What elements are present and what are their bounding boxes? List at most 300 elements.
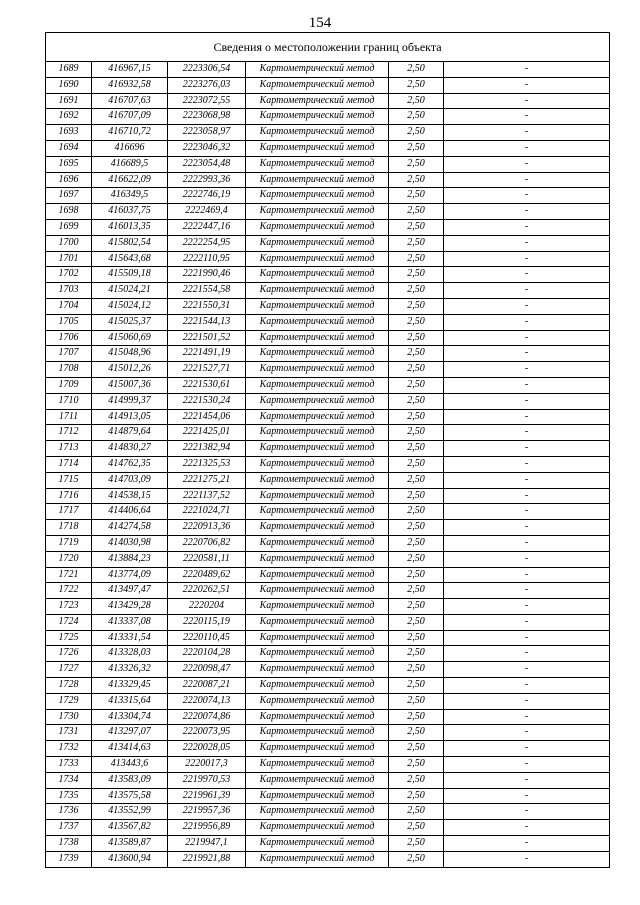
point-number-cell: 1690 [46,77,92,93]
point-number-cell: 1695 [46,156,92,172]
method-cell: Картометрический метод [246,520,389,536]
description-cell: - [444,488,610,504]
table-row [46,725,610,741]
y-coordinate-cell: 2220913,36 [168,520,246,536]
y-coordinate-cell: 2223068,98 [168,109,246,125]
method-cell: Картометрический метод [246,583,389,599]
method-cell: Картометрический метод [246,219,389,235]
accuracy-cell: 2,50 [389,219,444,235]
y-coordinate-cell: 2221137,52 [168,488,246,504]
table-row [46,535,610,551]
point-number-cell: 1716 [46,488,92,504]
table-row [46,409,610,425]
y-coordinate-cell: 2220104,28 [168,646,246,662]
y-coordinate-cell: 2223306,54 [168,62,246,78]
y-coordinate-cell: 2219957,36 [168,804,246,820]
description-cell: - [444,409,610,425]
y-coordinate-cell: 2220074,86 [168,709,246,725]
accuracy-cell: 2,50 [389,551,444,567]
description-cell: - [444,678,610,694]
point-number-cell: 1697 [46,188,92,204]
method-cell: Картометрический метод [246,725,389,741]
description-cell: - [444,693,610,709]
description-cell: - [444,62,610,78]
y-coordinate-cell: 2221275,21 [168,472,246,488]
y-coordinate-cell: 2220028,05 [168,741,246,757]
point-number-cell: 1724 [46,614,92,630]
x-coordinate-cell: 416349,5 [92,188,168,204]
method-cell: Картометрический метод [246,757,389,773]
method-cell: Картометрический метод [246,156,389,172]
x-coordinate-cell: 414406,64 [92,504,168,520]
x-coordinate-cell: 413583,09 [92,772,168,788]
x-coordinate-cell: 414030,98 [92,535,168,551]
y-coordinate-cell: 2220581,11 [168,551,246,567]
description-cell: - [444,788,610,804]
description-cell: - [444,251,610,267]
table-row [46,599,610,615]
method-cell: Картометрический метод [246,140,389,156]
point-number-cell: 1719 [46,535,92,551]
coordinates-table [45,32,610,868]
x-coordinate-cell: 415012,26 [92,362,168,378]
table-row [46,188,610,204]
method-cell: Картометрический метод [246,693,389,709]
point-number-cell: 1722 [46,583,92,599]
accuracy-cell: 2,50 [389,741,444,757]
point-number-cell: 1704 [46,298,92,314]
accuracy-cell: 2,50 [389,283,444,299]
x-coordinate-cell: 413331,54 [92,630,168,646]
y-coordinate-cell: 2223072,55 [168,93,246,109]
method-cell: Картометрический метод [246,599,389,615]
y-coordinate-cell: 2221325,53 [168,456,246,472]
description-cell: - [444,851,610,867]
point-number-cell: 1709 [46,377,92,393]
table-row [46,662,610,678]
point-number-cell: 1694 [46,140,92,156]
accuracy-cell: 2,50 [389,646,444,662]
accuracy-cell: 2,50 [389,614,444,630]
x-coordinate-cell: 413429,28 [92,599,168,615]
point-number-cell: 1698 [46,204,92,220]
description-cell: - [444,377,610,393]
description-cell: - [444,219,610,235]
description-cell: - [444,504,610,520]
description-cell: - [444,77,610,93]
method-cell: Картометрический метод [246,804,389,820]
method-cell: Картометрический метод [246,425,389,441]
table-row [46,204,610,220]
table-title-row [46,33,610,62]
description-cell: - [444,567,610,583]
accuracy-cell: 2,50 [389,314,444,330]
table-row [46,140,610,156]
y-coordinate-cell: 2221527,71 [168,362,246,378]
x-coordinate-cell: 414879,64 [92,425,168,441]
x-coordinate-cell: 415048,96 [92,346,168,362]
description-cell: - [444,836,610,852]
x-coordinate-cell: 413326,32 [92,662,168,678]
accuracy-cell: 2,50 [389,520,444,536]
accuracy-cell: 2,50 [389,662,444,678]
x-coordinate-cell: 414762,35 [92,456,168,472]
method-cell: Картометрический метод [246,393,389,409]
table-row [46,377,610,393]
y-coordinate-cell: 2221530,61 [168,377,246,393]
description-cell: - [444,298,610,314]
accuracy-cell: 2,50 [389,772,444,788]
point-number-cell: 1701 [46,251,92,267]
point-number-cell: 1737 [46,820,92,836]
table-row [46,125,610,141]
table-row [46,567,610,583]
method-cell: Картометрический метод [246,377,389,393]
y-coordinate-cell: 2223046,32 [168,140,246,156]
point-number-cell: 1710 [46,393,92,409]
description-cell: - [444,267,610,283]
point-number-cell: 1707 [46,346,92,362]
y-coordinate-cell: 2220073,95 [168,725,246,741]
accuracy-cell: 2,50 [389,836,444,852]
description-cell: - [444,551,610,567]
page-number: 154 [308,15,332,31]
table-row [46,77,610,93]
y-coordinate-cell: 2221554,58 [168,283,246,299]
y-coordinate-cell: 2220115,19 [168,614,246,630]
description-cell: - [444,709,610,725]
point-number-cell: 1734 [46,772,92,788]
point-number-cell: 1718 [46,520,92,536]
description-cell: - [444,662,610,678]
x-coordinate-cell: 413567,82 [92,820,168,836]
method-cell: Картометрический метод [246,535,389,551]
table-row [46,488,610,504]
accuracy-cell: 2,50 [389,156,444,172]
accuracy-cell: 2,50 [389,693,444,709]
accuracy-cell: 2,50 [389,140,444,156]
table-row [46,772,610,788]
y-coordinate-cell: 2222746,19 [168,188,246,204]
table-row [46,172,610,188]
point-number-cell: 1721 [46,567,92,583]
method-cell: Картометрический метод [246,646,389,662]
description-cell: - [444,583,610,599]
method-cell: Картометрический метод [246,678,389,694]
method-cell: Картометрический метод [246,62,389,78]
method-cell: Картометрический метод [246,314,389,330]
table-row [46,583,610,599]
accuracy-cell: 2,50 [389,472,444,488]
accuracy-cell: 2,50 [389,757,444,773]
point-number-cell: 1708 [46,362,92,378]
table-row [46,614,610,630]
y-coordinate-cell: 2221550,31 [168,298,246,314]
point-number-cell: 1733 [46,757,92,773]
description-cell: - [444,330,610,346]
x-coordinate-cell: 416710,72 [92,125,168,141]
y-coordinate-cell: 2222447,16 [168,219,246,235]
description-cell: - [444,125,610,141]
table-body [46,62,610,868]
point-number-cell: 1736 [46,804,92,820]
x-coordinate-cell: 413443,6 [92,757,168,773]
point-number-cell: 1711 [46,409,92,425]
y-coordinate-cell: 2219956,89 [168,820,246,836]
table-row [46,520,610,536]
method-cell: Картометрический метод [246,235,389,251]
accuracy-cell: 2,50 [389,393,444,409]
x-coordinate-cell: 413575,58 [92,788,168,804]
table-row [46,235,610,251]
x-coordinate-cell: 416013,35 [92,219,168,235]
y-coordinate-cell: 2219947,1 [168,836,246,852]
point-number-cell: 1727 [46,662,92,678]
table-row [46,362,610,378]
y-coordinate-cell: 2222469,4 [168,204,246,220]
method-cell: Картометрический метод [246,630,389,646]
method-cell: Картометрический метод [246,851,389,867]
x-coordinate-cell: 416967,15 [92,62,168,78]
point-number-cell: 1712 [46,425,92,441]
x-coordinate-cell: 416689,5 [92,156,168,172]
y-coordinate-cell: 2221382,94 [168,441,246,457]
x-coordinate-cell: 413884,23 [92,551,168,567]
accuracy-cell: 2,50 [389,346,444,362]
y-coordinate-cell: 2222993,36 [168,172,246,188]
method-cell: Картометрический метод [246,820,389,836]
accuracy-cell: 2,50 [389,298,444,314]
description-cell: - [444,725,610,741]
point-number-cell: 1731 [46,725,92,741]
x-coordinate-cell: 413315,64 [92,693,168,709]
point-number-cell: 1714 [46,456,92,472]
table-row [46,251,610,267]
point-number-cell: 1732 [46,741,92,757]
table-row [46,62,610,78]
point-number-cell: 1717 [46,504,92,520]
point-number-cell: 1738 [46,836,92,852]
method-cell: Картометрический метод [246,662,389,678]
accuracy-cell: 2,50 [389,567,444,583]
accuracy-cell: 2,50 [389,709,444,725]
accuracy-cell: 2,50 [389,267,444,283]
x-coordinate-cell: 413297,07 [92,725,168,741]
method-cell: Картометрический метод [246,709,389,725]
accuracy-cell: 2,50 [389,62,444,78]
point-number-cell: 1735 [46,788,92,804]
x-coordinate-cell: 415509,18 [92,267,168,283]
x-coordinate-cell: 414538,15 [92,488,168,504]
table-row [46,741,610,757]
table-row [46,693,610,709]
x-coordinate-cell: 415802,54 [92,235,168,251]
description-cell: - [444,393,610,409]
table-row [46,456,610,472]
x-coordinate-cell: 416622,09 [92,172,168,188]
point-number-cell: 1700 [46,235,92,251]
description-cell: - [444,630,610,646]
y-coordinate-cell: 2221530,24 [168,393,246,409]
accuracy-cell: 2,50 [389,204,444,220]
point-number-cell: 1730 [46,709,92,725]
x-coordinate-cell: 415024,21 [92,283,168,299]
x-coordinate-cell: 416707,09 [92,109,168,125]
accuracy-cell: 2,50 [389,788,444,804]
x-coordinate-cell: 414703,09 [92,472,168,488]
method-cell: Картометрический метод [246,472,389,488]
table-row [46,678,610,694]
description-cell: - [444,204,610,220]
method-cell: Картометрический метод [246,741,389,757]
accuracy-cell: 2,50 [389,725,444,741]
accuracy-cell: 2,50 [389,504,444,520]
table-row [46,219,610,235]
description-cell: - [444,346,610,362]
method-cell: Картометрический метод [246,788,389,804]
y-coordinate-cell: 2221024,71 [168,504,246,520]
point-number-cell: 1739 [46,851,92,867]
x-coordinate-cell: 415024,12 [92,298,168,314]
accuracy-cell: 2,50 [389,188,444,204]
method-cell: Картометрический метод [246,204,389,220]
x-coordinate-cell: 416037,75 [92,204,168,220]
table-row [46,836,610,852]
method-cell: Картометрический метод [246,93,389,109]
description-cell: - [444,520,610,536]
y-coordinate-cell: 2220098,47 [168,662,246,678]
x-coordinate-cell: 416707,63 [92,93,168,109]
table-row [46,156,610,172]
method-cell: Картометрический метод [246,551,389,567]
table-row [46,551,610,567]
y-coordinate-cell: 2221425,01 [168,425,246,441]
accuracy-cell: 2,50 [389,235,444,251]
method-cell: Картометрический метод [246,298,389,314]
accuracy-cell: 2,50 [389,488,444,504]
accuracy-cell: 2,50 [389,456,444,472]
method-cell: Картометрический метод [246,77,389,93]
point-number-cell: 1705 [46,314,92,330]
point-number-cell: 1699 [46,219,92,235]
method-cell: Картометрический метод [246,125,389,141]
method-cell: Картометрический метод [246,409,389,425]
description-cell: - [444,741,610,757]
method-cell: Картометрический метод [246,504,389,520]
y-coordinate-cell: 2220489,62 [168,567,246,583]
x-coordinate-cell: 413497,47 [92,583,168,599]
x-coordinate-cell: 415025,37 [92,314,168,330]
point-number-cell: 1723 [46,599,92,615]
accuracy-cell: 2,50 [389,599,444,615]
description-cell: - [444,599,610,615]
y-coordinate-cell: 2221990,46 [168,267,246,283]
method-cell: Картометрический метод [246,330,389,346]
accuracy-cell: 2,50 [389,172,444,188]
description-cell: - [444,614,610,630]
x-coordinate-cell: 414274,58 [92,520,168,536]
y-coordinate-cell: 2220087,21 [168,678,246,694]
y-coordinate-cell: 2221491,19 [168,346,246,362]
x-coordinate-cell: 413589,87 [92,836,168,852]
table-row [46,757,610,773]
point-number-cell: 1703 [46,283,92,299]
table-row [46,646,610,662]
point-number-cell: 1691 [46,93,92,109]
y-coordinate-cell: 2221501,52 [168,330,246,346]
y-coordinate-cell: 2220262,51 [168,583,246,599]
table-row [46,851,610,867]
x-coordinate-cell: 413414,63 [92,741,168,757]
table-row [46,393,610,409]
point-number-cell: 1689 [46,62,92,78]
table-row [46,820,610,836]
point-number-cell: 1728 [46,678,92,694]
method-cell: Картометрический метод [246,567,389,583]
accuracy-cell: 2,50 [389,804,444,820]
table-row [46,709,610,725]
y-coordinate-cell: 2222254,95 [168,235,246,251]
x-coordinate-cell: 415007,36 [92,377,168,393]
x-coordinate-cell: 413328,03 [92,646,168,662]
y-coordinate-cell: 2219961,39 [168,788,246,804]
description-cell: - [444,456,610,472]
description-cell: - [444,283,610,299]
description-cell: - [444,472,610,488]
point-number-cell: 1729 [46,693,92,709]
x-coordinate-cell: 414830,27 [92,441,168,457]
description-cell: - [444,93,610,109]
y-coordinate-cell: 2220110,45 [168,630,246,646]
y-coordinate-cell: 2220706,82 [168,535,246,551]
point-number-cell: 1702 [46,267,92,283]
x-coordinate-cell: 416696 [92,140,168,156]
method-cell: Картометрический метод [246,172,389,188]
table-row [46,93,610,109]
method-cell: Картометрический метод [246,456,389,472]
description-cell: - [444,109,610,125]
accuracy-cell: 2,50 [389,535,444,551]
description-cell: - [444,441,610,457]
x-coordinate-cell: 414913,05 [92,409,168,425]
description-cell: - [444,172,610,188]
y-coordinate-cell: 2220074,13 [168,693,246,709]
accuracy-cell: 2,50 [389,251,444,267]
description-cell: - [444,362,610,378]
accuracy-cell: 2,50 [389,125,444,141]
accuracy-cell: 2,50 [389,583,444,599]
description-cell: - [444,156,610,172]
description-cell: - [444,820,610,836]
accuracy-cell: 2,50 [389,630,444,646]
point-number-cell: 1713 [46,441,92,457]
method-cell: Картометрический метод [246,109,389,125]
table-row [46,804,610,820]
table-row [46,425,610,441]
table-row [46,441,610,457]
accuracy-cell: 2,50 [389,441,444,457]
table-row [46,504,610,520]
point-number-cell: 1696 [46,172,92,188]
x-coordinate-cell: 415060,69 [92,330,168,346]
method-cell: Картометрический метод [246,283,389,299]
y-coordinate-cell: 2220204 [168,599,246,615]
x-coordinate-cell: 413774,09 [92,567,168,583]
y-coordinate-cell: 2221544,13 [168,314,246,330]
point-number-cell: 1720 [46,551,92,567]
x-coordinate-cell: 413552,99 [92,804,168,820]
method-cell: Картометрический метод [246,267,389,283]
